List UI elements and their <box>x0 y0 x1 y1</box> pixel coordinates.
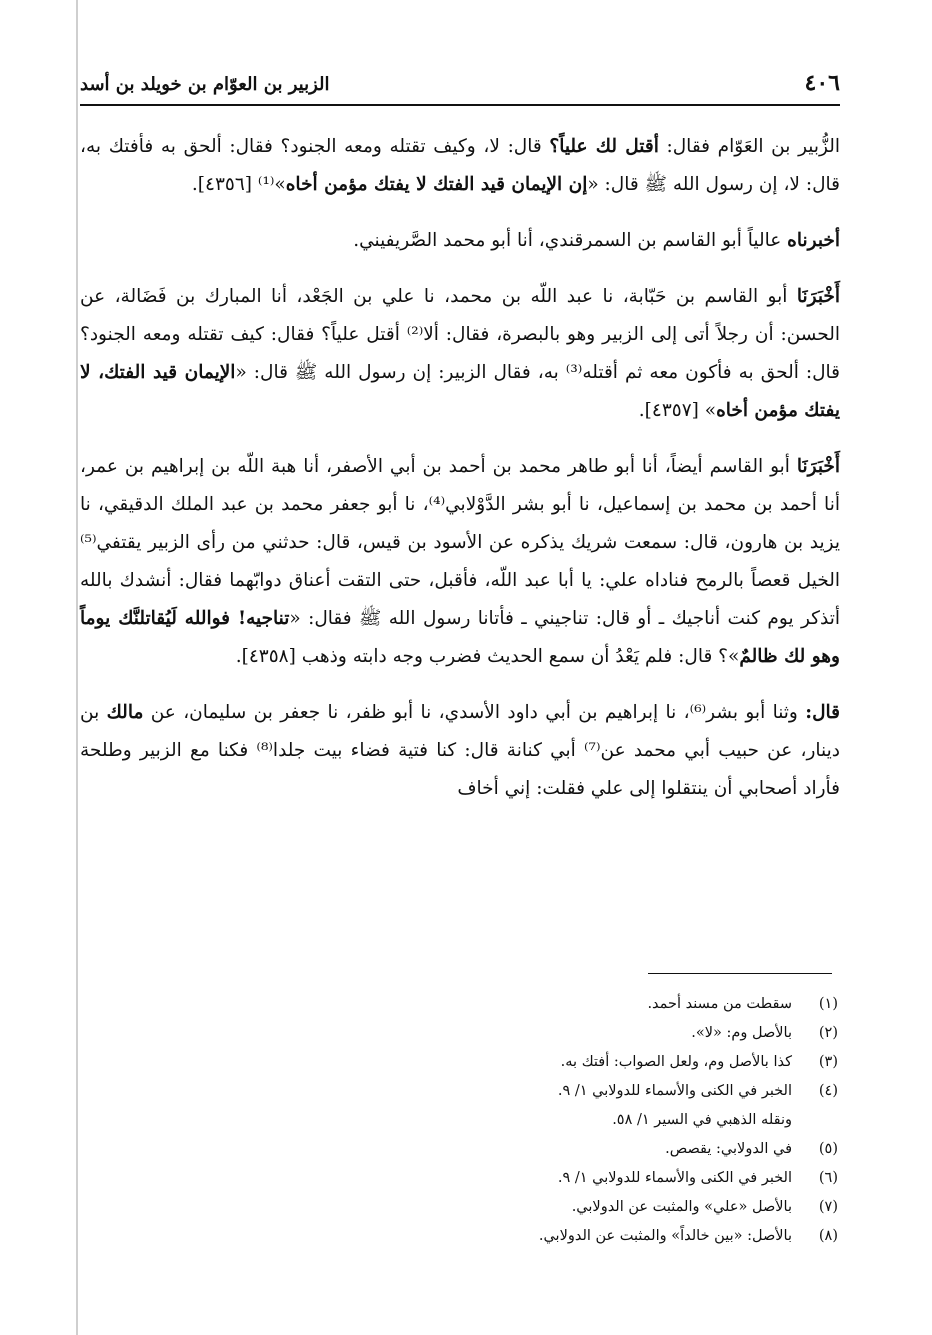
text-run: وثنا أبو بشر⁽⁶⁾، نا إبراهيم بن أبي داود الأسدي، نا أبو ظفر، نا جعفر بن سليمان، عن <box>143 702 806 723</box>
footnote-number: (٣) <box>818 1054 838 1070</box>
footnote-text: بالأصل «علي» والمثبت عن الدولابي. <box>571 1199 792 1215</box>
text-run: قال: لا، وكيف تقتله ومعه الجنود؟ فقال: ألحق به فأفتك به، قال: لا، إن رسول الله ﷺ قال: « <box>80 136 840 195</box>
paragraph <box>80 278 840 430</box>
page-number: ٤٠٦ <box>804 70 840 96</box>
footnote-number: (١) <box>818 996 838 1012</box>
footnote <box>420 990 838 1019</box>
paragraph <box>80 222 840 260</box>
main-text <box>80 128 840 826</box>
text-run-bold: قال: <box>805 702 840 723</box>
text-run-bold: أَخْبَرَنَا <box>796 286 840 307</box>
hadith-quote: إن الإيمان قيد الفتك لا يفتك مؤمن أخاه <box>285 174 588 195</box>
footnote-text: بالأصل: «بين خالداً» والمثبت عن الدولابي. <box>538 1228 792 1244</box>
footnote <box>420 1048 838 1077</box>
text-run: الزُّبير بن العَوّام فقال: <box>658 136 840 157</box>
footnote-number: (٥) <box>818 1141 838 1157</box>
text-run: »؟ قال: فلم يَعْدُ أن سمع الحديث فضرب وجه دابته وذهب [٤٣٥٨]. <box>235 646 740 667</box>
footnote <box>420 1077 838 1106</box>
footnote-number: (٨) <box>818 1228 838 1244</box>
text-run: » [٤٣٥٧]. <box>638 400 717 421</box>
footnote <box>420 1019 838 1048</box>
paragraph <box>80 694 840 808</box>
paragraph <box>80 448 840 676</box>
footnote-text: الخبر في الكنى والأسماء للدولابي ١/ ٩. <box>557 1083 792 1099</box>
text-run-bold: أقتل لك علياً؟ <box>549 136 659 157</box>
hadith-quote: تناجيه! فوالله لَيُقاتلنَّك يوماً وهو لك ظالمٌ <box>80 608 840 667</box>
text-run-bold: مالك <box>106 702 144 723</box>
hadith-quote: الإيمان قيد الفتك، لا يفتك مؤمن أخاه <box>80 362 840 421</box>
footnote-text: كذا بالأصل وم، ولعل الصواب: أفتك به. <box>560 1054 792 1070</box>
text-run: عالياً أبو القاسم بن السمرقندي، أنا أبو محمد الصَّريفيني. <box>353 230 788 251</box>
text-run: »⁽¹⁾ [٤٣٥٦]. <box>191 174 286 195</box>
footnote-number: (٤) <box>818 1083 838 1099</box>
text-run: بن دينار، عن حبيب أبي محمد عن⁽⁷⁾ أبي كنانة قال: كنا فتية فضاء بيت جلدا⁽⁸⁾ فكنا مع الزبير وطلحة فأراد أصحابي أن ينتقلوا إلى علي فقلت: إني أخاف <box>80 702 841 799</box>
footnote <box>420 1193 838 1222</box>
footnote <box>420 1135 838 1164</box>
footnote-number: (٢) <box>818 1025 838 1041</box>
footnote-text: في الدولابي: يقصص. <box>665 1141 792 1157</box>
paragraph <box>80 128 840 204</box>
footnote <box>420 1164 838 1193</box>
page-header <box>80 60 840 110</box>
text-run: أبو القاسم أيضاً، أنا أبو طاهر محمد بن أحمد بن أبي الأصفر، أنا هبة اللّه بن إبراهيم بن عمر، أنا أحمد بن محمد بن إسماعيل، نا أبو بشر الدَّوْلابي⁽⁴⁾، نا أبو جعفر محمد بن عبد الملك الدقيقي، نا يزيد بن هارون، قال: سمعت شريك يذكره عن الأسود بن قيس، قال: حدثني من رأى الزبير يقتفي⁽⁵⁾ الخيل قعصاً بالرمح فناداه علي: يا أبا عبد اللّه، فأقبل، حتى التقت أعناق دوابّهما فقال: أنشدك بالله أتذكر يوم كنت أناجيك ـ أو قال: تناجيني ـ فأتانا رسول الله ﷺ فقال: « <box>80 456 840 629</box>
text-run-bold: أَخْبَرَنَا <box>796 456 840 477</box>
footnote-number: (٧) <box>818 1199 838 1215</box>
running-title: الزبير بن العوّام بن خويلد بن أسد <box>80 74 330 95</box>
footnote-text: بالأصل وم: «لا». <box>691 1025 792 1041</box>
footnote-separator <box>648 973 832 974</box>
footnote <box>420 1222 838 1251</box>
text-run-bold: أخبرناه <box>787 230 840 251</box>
footnote-text: سقطت من مسند أحمد. <box>647 996 792 1012</box>
header-rule <box>80 104 840 106</box>
footnotes <box>420 990 838 1251</box>
page-margin-rule <box>76 0 78 1335</box>
text-run: أبو القاسم بن حَبّابة، نا عبد اللّه بن محمد، نا علي بن الجَعْد، أنا المبارك بن فَضَالة، عن الحسن: أن رجلاً أتى إلى الزبير وهو بالبصرة، فقال: ألا⁽²⁾ أقتل علياً؟ فقال: كيف تقتله ومعه الجنود؟ قال: ألحق به فأكون معه ثم أقتله⁽³⁾ به، فقال الزبير: إن رسول الله ﷺ قال: « <box>80 286 841 383</box>
footnote-continuation: ونقله الذهبي في السير ١/ ٥٨. <box>612 1112 792 1128</box>
footnote-number: (٦) <box>818 1170 838 1186</box>
footnote-text: الخبر في الكنى والأسماء للدولابي ١/ ٩. <box>557 1170 792 1186</box>
